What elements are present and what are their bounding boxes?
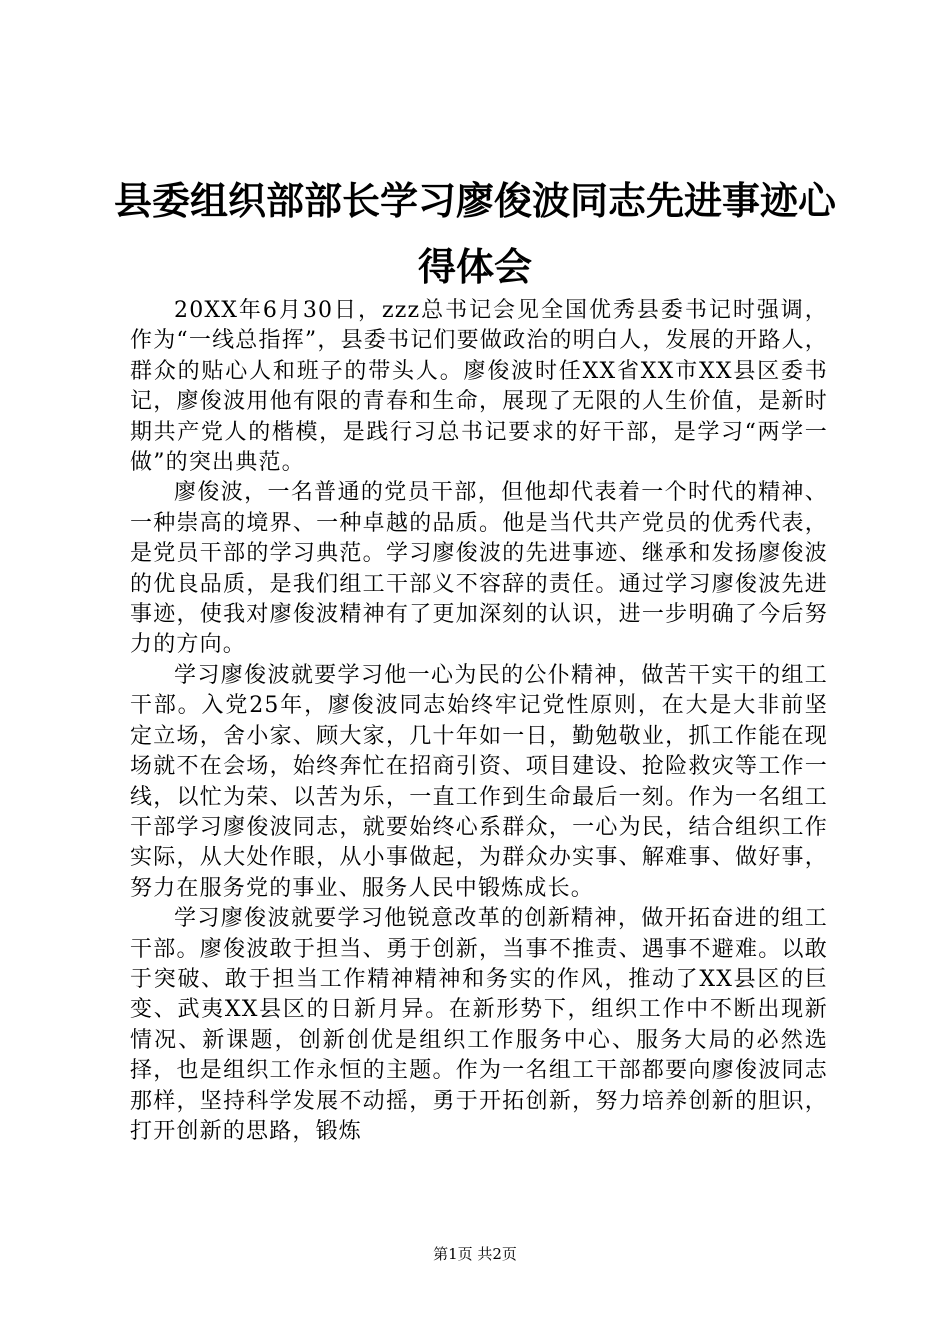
paragraph-1: 20XX年6月30日，zzz总书记会见全国优秀县委书记时强调，作为“一线总指挥”，县委书记们要做政治的明白人，发展的开路人，群众的贴心人和班子的带头人。廖俊波时任XX省XX市XX县区委书记，廖俊波用他有限的青春和生命，展现了无限的人生价值，是新时期共产党人的楷模，是践行习总书记要求的好干部，是学习“两学一做”的突出典范。 <box>130 298 828 476</box>
document-title: 县委组织部部长学习廖俊波同志先进事迹心得体会 <box>113 179 836 289</box>
page-number-footer: 第1页 共2页 <box>433 1245 517 1263</box>
paragraph-3: 学习廖俊波就要学习他一心为民的公仆精神，做苦干实干的组工干部。入党25年，廖俊波同志始终牢记党性原则，在大是大非前坚定立场，舍小家、顾大家，几十年如一日，勤勉敬业，抓工作能在现场就不在会场，始终奔忙在招商引资、项目建设、抢险救灾等工作一线，以忙为荣、以苦为乐，一直工作到生命最后一刻。作为一名组工干部学习廖俊波同志，就要始终心系群众，一心为民，结合组织工作实际，从大处作眼，从小事做起，为群众办实事、解难事、做好事，努力在服务党的事业、服务人民中锻炼成长。 <box>130 662 828 901</box>
paragraph-4: 学习廖俊波就要学习他锐意改革的创新精神，做开拓奋进的组工干部。廖俊波敢于担当、勇于创新，当事不推责、遇事不避难。以敢于突破、敢于担当工作精神精神和务实的作风，推动了XX县区的巨变、武夷XX县区的日新月异。在新形势下，组织工作中不断出现新情况、新课题，创新创优是组织工作服务中心、服务大局的必然选择，也是组织工作永恒的主题。作为一名组工干部都要向廖俊波同志那样，坚持科学发展不动摇，勇于开拓创新，努力培养创新的胆识，打开创新的思路，锻炼 <box>130 906 828 1144</box>
document-body <box>130 296 828 1147</box>
paragraph-2: 廖俊波，一名普通的党员干部，但他却代表着一个时代的精神、一种崇高的境界、一种卓越的品质。他是当代共产党员的优秀代表，是党员干部的学习典范。学习廖俊波的先进事迹、继承和发扬廖俊波的优良品质，是我们组工干部义不容辞的责任。通过学习廖俊波先进事迹，使我对廖俊波精神有了更加深刻的认识，进一步明确了今后努力的方向。 <box>130 480 828 658</box>
